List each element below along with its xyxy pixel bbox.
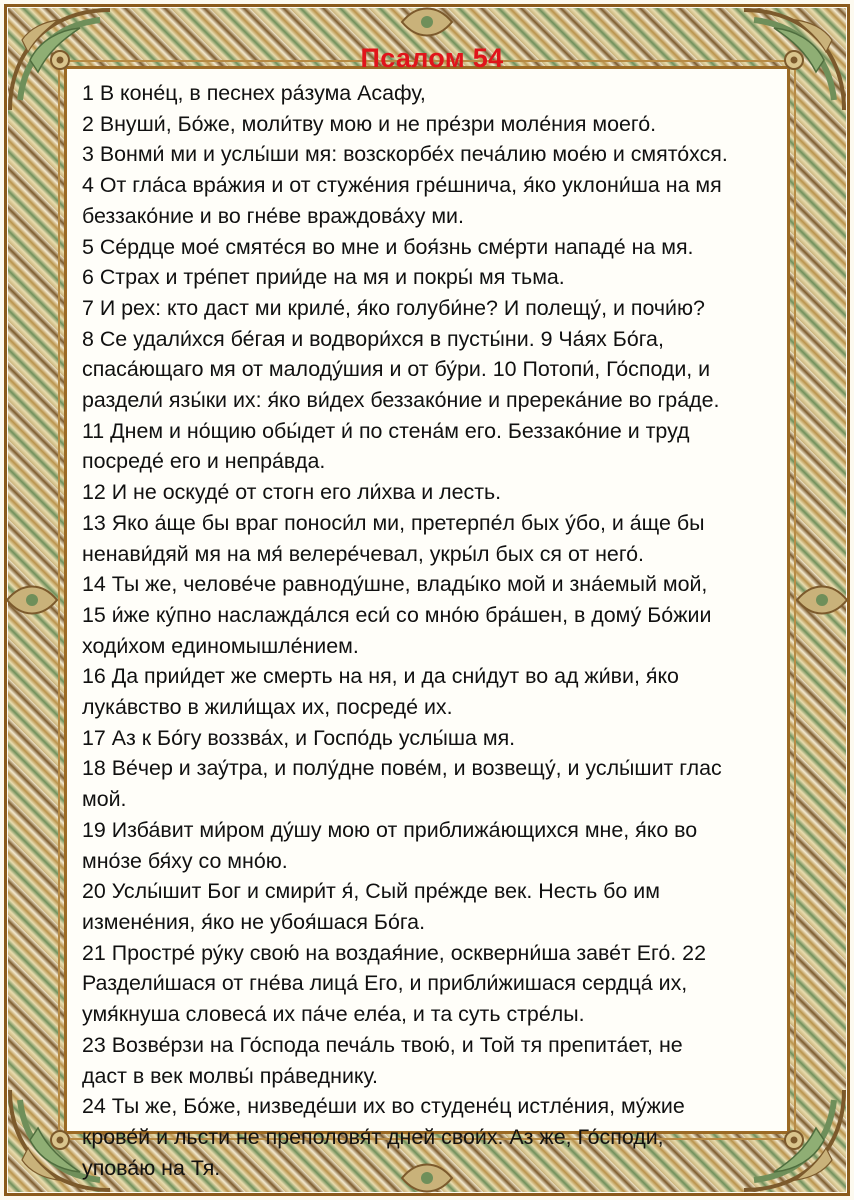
verse-line: 15 и́же ку́пно наслажда́лся еси́ со мно́ю бра́шен, в дому́ Бо́жии [82,602,712,627]
verse-line: 17 Аз к Бо́гу воззва́х, и Госпо́дь услы́ша мя. [82,725,516,750]
verse-line: 14 Ты же, челове́че равноду́шне, влады́ко мой и зна́емый мой, [82,572,708,597]
verse-line: 16 Да прии́дет же смерть на ня, и да сни́дут во ад жи́ви, я́ко [82,664,679,689]
verse-line: 5 Се́рдце мое́ смяте́ся во мне и боя́знь сме́рти нападе́ на мя. [82,234,694,259]
verse-line: Раздели́шася от гне́ва лица́ Его, и прибли́жишася сердца́ их, [82,971,688,996]
verse-line: 2 Внуши́, Бо́же, моли́тву мою и не пре́зри моле́ния моего́. [82,111,657,136]
verse-line: даст в век молвы́ пра́веднику. [82,1063,378,1088]
psalm-content [82,42,782,1183]
verse-line: 4 От гла́са вра́жия и от стуже́ния гре́шнича, я́ко уклони́ша на мя [82,173,722,198]
verse-line: 7 И рех: кто даст ми криле́, я́ко голуби́не? И полещу́, и почи́ю? [82,295,705,320]
verse-line: ненави́дяй мя на мя́ велере́чевал, укры́л бых ся от него́. [82,541,644,566]
top-ornament [397,2,457,42]
verse-line: 1 В коне́ц, в песнех ра́зума Асафу, [82,81,426,105]
verse-line: 18 Ве́чер и зау́тра, и полу́дне пове́м, и возвещу́, и услы́шит глас [82,756,722,781]
verse-line: мой. [82,787,127,812]
verse-line: измене́ния, я́ко не убоя́шася Бо́га. [82,909,426,934]
verse-line: 8 Се удали́хся бе́гая и водвори́хся в пусты́ни. 9 Ча́ях Бо́га, [82,326,664,351]
verse-line: крове́й и льсти не преполовя́т дней свои́х. Аз же, Го́споди, [82,1124,664,1149]
verse-line: лука́вство в жили́щах их, посреде́ их. [82,695,453,720]
verse-line: 21 Простре́ ру́ку свою́ на воздая́ние, оскверни́ша заве́т Его́. 22 [82,940,706,965]
verse-line: беззако́ние и во гне́ве враждова́ху ми. [82,203,464,228]
verse-line: 6 Страх и тре́пет прии́де на мя и покры́ мя тьма. [82,265,565,290]
verse-line: 23 Возве́рзи на Го́спода печа́ль твою́, и Той тя препита́ет, не [82,1032,683,1057]
verse-line: 3 Вонми́ ми и услы́ши мя: возскорбе́х печа́лию мое́ю и смято́хся. [82,142,728,167]
verse-line: 11 Днем и но́щию обы́дет и́ по стена́м его. Беззако́ние и труд [82,418,690,443]
verse-line: 24 Ты же, Бо́же, низведе́ши их во студене́ц истле́ния, му́жие [82,1094,685,1119]
verse-line: 19 Изба́вит ми́ром ду́шу мою от приближа́ющихся мне, я́ко во [82,817,698,842]
verse-line: мно́зе бя́ху со мно́ю. [82,848,288,873]
verse-line: 12 И не оскуде́ от стогн его ли́хва и лесть. [82,480,502,505]
verse-line: упова́ю на Тя. [82,1155,221,1180]
verse-line: 13 Яко а́ще бы враг поноси́л ми, претерпе́л бых у́бо, и а́ще бы [82,510,705,535]
verse-line: умя́кнуша словеса́ их па́че еле́а, и та суть стре́лы. [82,1002,585,1027]
verse-line: 20 Услы́шит Бог и смири́т я́, Сый пре́жде век. Несть бо им [82,879,660,904]
verse-line: спаса́ющаго мя от малоду́шия и от бу́ри. 10 Потопи́, Го́споди, и [82,357,711,382]
verse-line: ходи́хом единомышле́нием. [82,633,359,658]
side-ornament-right [792,580,852,620]
verse-line: раздели́ язы́ки их: я́ко ви́дех беззако́ние и пререка́ние во гра́де. [82,388,720,413]
psalm-title: Псалом 54 [360,43,504,73]
verse-line: посреде́ его и непра́вда. [82,449,326,474]
psalm-verses [82,78,782,1183]
side-ornament-left [2,580,62,620]
